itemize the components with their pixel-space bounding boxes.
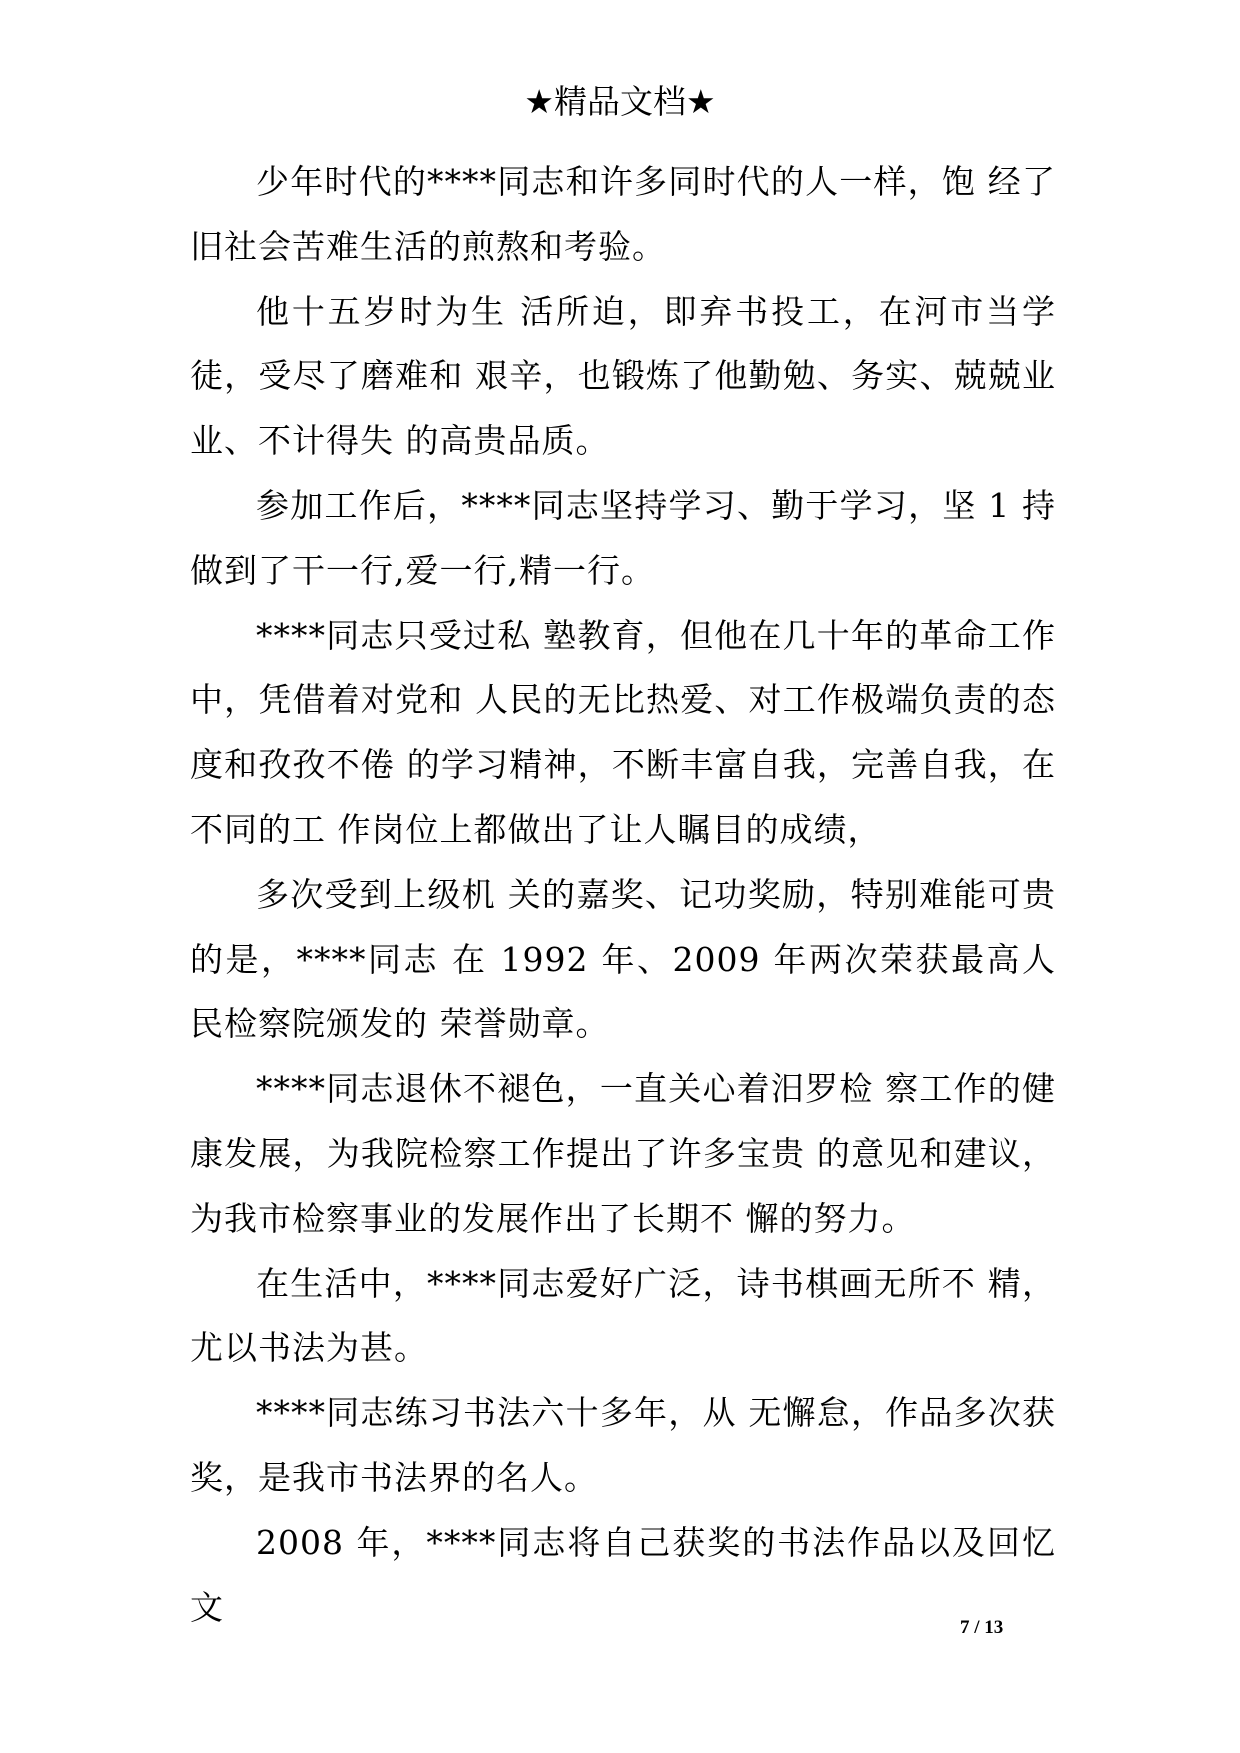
paragraph-1: 少年时代的****同志和许多同时代的人一样，饱 经了旧社会苦难生活的煎熬和考验。	[190, 162, 1056, 266]
paragraph-9: 2008 年，****同志将自己获奖的书法作品以及回忆文	[190, 1522, 1056, 1627]
document-body	[190, 150, 1056, 1640]
page-number: 7 / 13	[960, 1617, 1004, 1638]
paragraph-6: ****同志退休不褪色，一直关心着汨罗检 察工作的健康发展，为我院检察工作提出了许多宝贵 的意见和建议，为我市检察事业的发展作出了长期不 懈的努力。	[190, 1069, 1056, 1238]
paragraph-5: 多次受到上级机 关的嘉奖、记功奖励，特别难能可贵的是，****同志 在 1992 年、2009 年两次荣获最高人民检察院颁发的 荣誉勋章。	[190, 874, 1056, 1044]
paragraph-4: ****同志只受过私 塾教育，但他在几十年的革命工作中，凭借着对党和 人民的无比热爱、对工作极端负责的态度和孜孜不倦 的学习精神，不断丰富自我，完善自我，在不同的工 作岗位上都做出了让人瞩目的成绩，	[190, 615, 1056, 849]
paragraph-2: 他十五岁时为生 活所迫，即弃书投工，在河市当学徒，受尽了磨难和 艰辛，也锻炼了他勤勉、务实、兢兢业业、不计得失 的高贵品质。	[190, 291, 1056, 461]
document-header-title: ★精品文档★	[524, 82, 716, 121]
paragraph-3: 参加工作后，****同志坚持学习、勤于学习，坚 1 持做到了干一行,爱一行,精一行。	[190, 485, 1056, 590]
paragraph-8: ****同志练习书法六十多年，从 无懈怠，作品多次获奖，是我市书法界的名人。	[190, 1393, 1056, 1497]
paragraph-7: 在生活中，****同志爱好广泛，诗书棋画无所不 精，尤以书法为甚。	[190, 1263, 1056, 1368]
